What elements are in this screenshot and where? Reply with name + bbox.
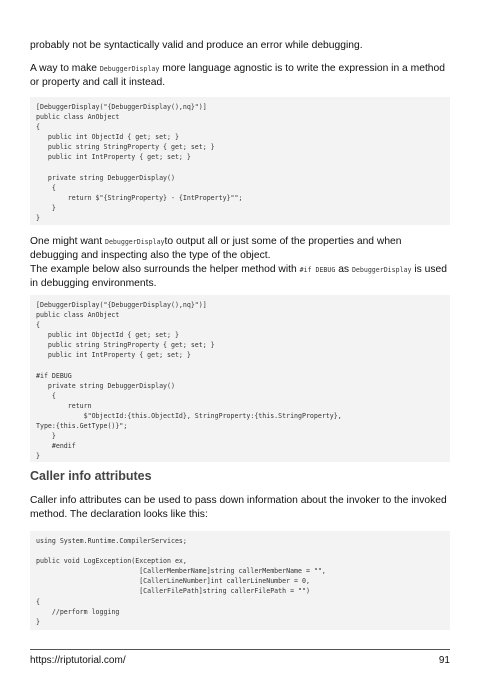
code-line: { <box>36 183 56 192</box>
code-line: } <box>36 214 40 223</box>
text-segment: One might want <box>30 236 105 247</box>
code-line: using System.Runtime.CompilerServices; <box>36 537 187 545</box>
code-line: //perform logging <box>36 607 120 616</box>
text-segment: as <box>335 264 352 275</box>
code-line: public int ObjectId { get; set; } <box>36 331 179 340</box>
code-line <box>36 546 444 556</box>
code-line: private string DebuggerDisplay() <box>36 381 175 390</box>
paragraph-caller-info: Caller info attributes can be used to pass down information about the invoker to the invoked method. The declaration looks like this: <box>30 495 447 520</box>
code-line: Type:{this.GetType()}"; <box>36 422 128 431</box>
code-block-debugger-display <box>30 97 450 225</box>
code-line: return <box>36 401 92 410</box>
code-block-caller-info <box>30 531 450 630</box>
text-segment: to output all or just some of the properties and when debugging and inspecting also the type of the object. <box>30 236 402 261</box>
code-line: public class AnObject <box>36 311 120 320</box>
code-line: #endif <box>36 442 76 451</box>
paragraph-debug-error: probably not be syntactically valid and produce an error while debugging. <box>30 40 363 51</box>
inline-code: DebuggerDisplay <box>351 266 412 274</box>
code-line <box>36 361 444 371</box>
code-line: public int IntProperty { get; set; } <box>36 351 191 360</box>
code-line: [DebuggerDisplay("{DebuggerDisplay(),nq}")] <box>36 301 207 309</box>
code-line: public int IntProperty { get; set; } <box>36 153 191 162</box>
code-line: public string StringProperty { get; set; } <box>36 341 215 350</box>
footer-link[interactable]: https://riptutorial.com/ <box>30 655 126 666</box>
code-line: { <box>36 123 40 132</box>
code-lines <box>36 102 444 223</box>
code-lines <box>36 300 444 462</box>
code-line: private string DebuggerDisplay() <box>36 173 175 182</box>
inline-code: #if DEBUG <box>299 266 336 274</box>
code-line: { <box>36 391 56 400</box>
code-line: [CallerMemberName]string callerMemberName = "", <box>36 567 326 576</box>
code-line: public int ObjectId { get; set; } <box>36 133 179 142</box>
text-segment: A way to make <box>30 63 100 74</box>
code-line: { <box>36 597 40 606</box>
code-line <box>36 163 444 173</box>
code-line: #if DEBUG <box>36 371 72 380</box>
code-line: public class AnObject <box>36 113 120 122</box>
paragraph-output-properties <box>30 235 450 263</box>
code-line: [CallerFilePath]string callerFilePath = "") <box>36 587 310 596</box>
code-block-if-debug <box>30 295 450 462</box>
code-line: { <box>36 321 40 330</box>
inline-code: DebuggerDisplay <box>104 238 165 246</box>
code-line: [DebuggerDisplay("{DebuggerDisplay(),nq}")] <box>36 103 207 111</box>
code-line: public string StringProperty { get; set; } <box>36 143 215 152</box>
code-line: } <box>36 452 40 461</box>
paragraph-language-agnostic <box>30 62 450 90</box>
code-line: public void LogException(Exception ex, <box>36 557 187 566</box>
page-number: 91 <box>438 655 450 666</box>
code-line: } <box>36 617 40 626</box>
inline-code: DebuggerDisplay <box>99 65 160 73</box>
section-heading: Caller info attributes <box>30 469 152 483</box>
footer-divider <box>30 649 450 650</box>
document-page <box>30 0 450 679</box>
text-segment: is used in debugging environments. <box>30 264 447 289</box>
paragraph-if-debug <box>30 263 450 291</box>
code-line: [CallerLineNumber]int callerLineNumber = 0, <box>36 577 310 586</box>
text-segment: more language agnostic is to write the expression in a method or property and call it instead. <box>30 63 445 88</box>
code-line: return $"{StringProperty} - {IntProperty}""; <box>36 193 243 202</box>
code-line: } <box>36 432 56 441</box>
code-line: } <box>36 203 56 212</box>
code-line: $"ObjectId:{this.ObjectId}, StringProperty:{this.StringProperty}, <box>36 412 342 421</box>
text-segment: The example below also surrounds the helper method with <box>30 264 300 275</box>
code-lines <box>36 536 444 627</box>
